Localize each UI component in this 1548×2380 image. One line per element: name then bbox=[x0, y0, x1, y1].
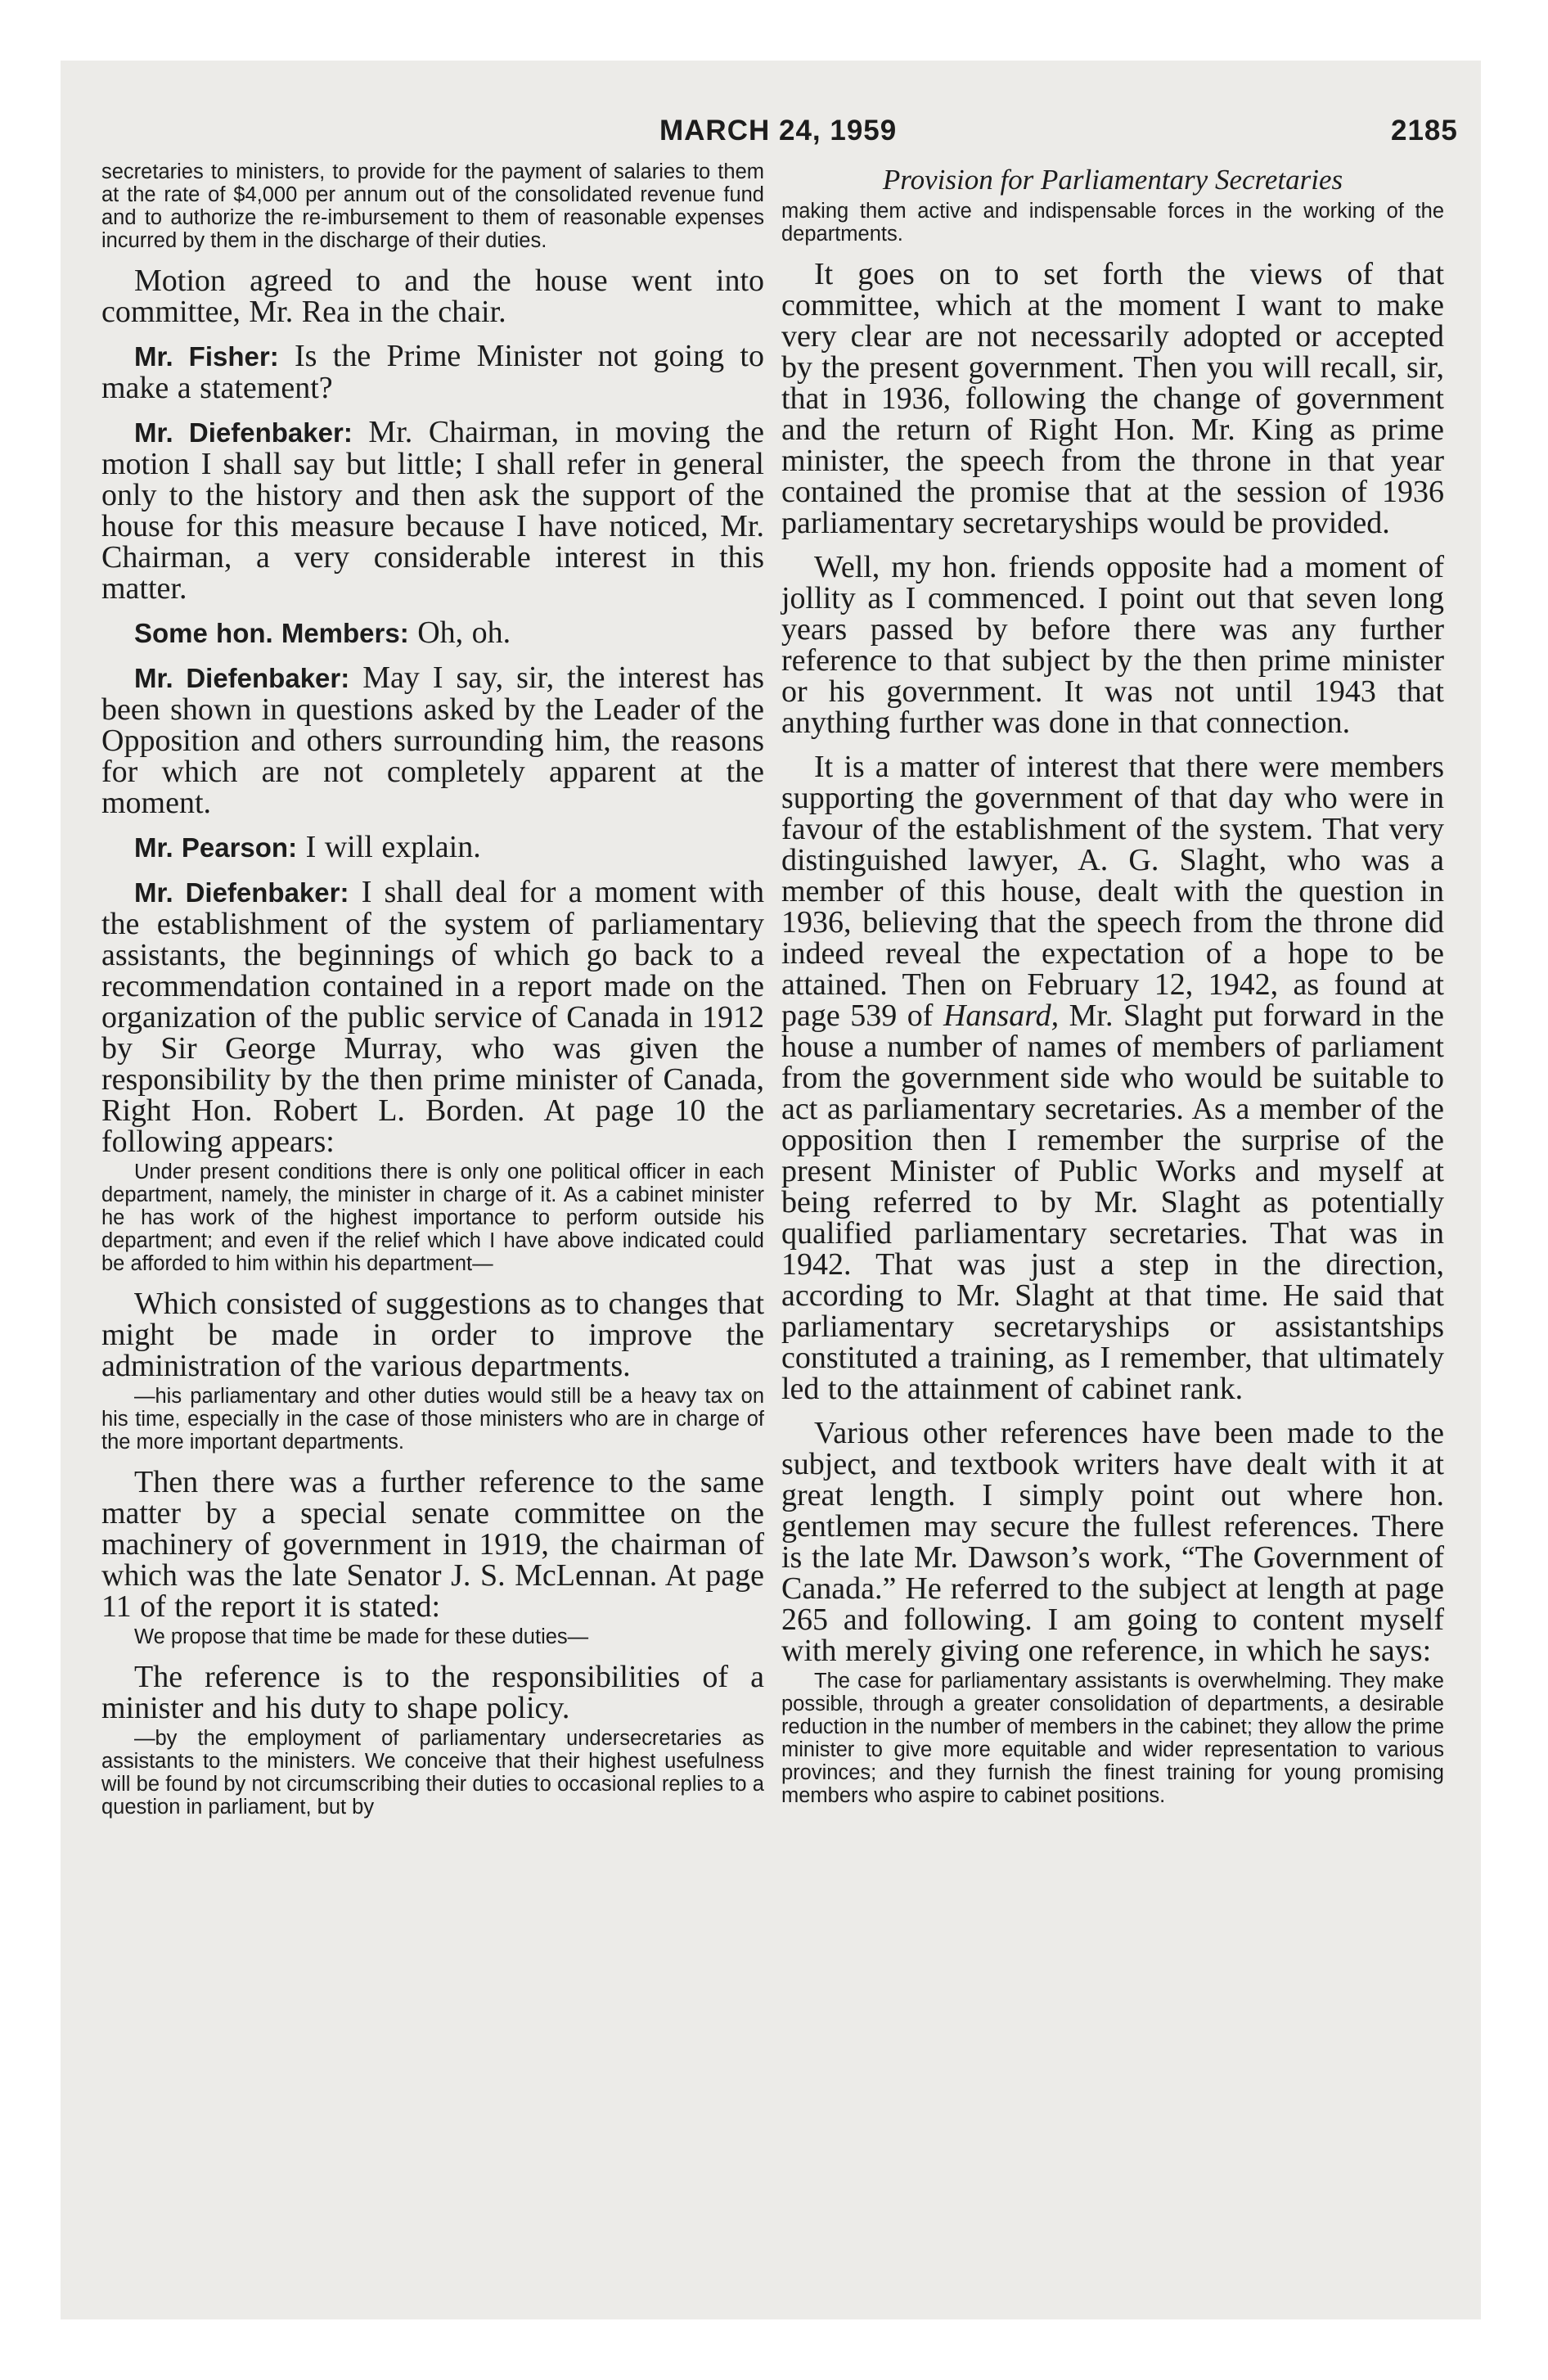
paragraph bbox=[101, 417, 764, 604]
block-quote: Under present conditions there is only one political officer in each department, namely, the minister in charge of it. As a cabinet minister he has work of the highest importance to perform outside his department; and even if the relief which I have above indicated could be afforded to him within his department— bbox=[101, 1161, 764, 1275]
left-column bbox=[101, 160, 764, 1832]
paragraph: The reference is to the responsibilities of a minister and his duty to shape policy. bbox=[101, 1660, 764, 1725]
speaker-name: Mr. Pearson: bbox=[134, 832, 298, 863]
paragraph: Well, my hon. friends opposite had a moment of jollity as I commenced. I point out that seven long years passed by before there was any further reference to that subject by the then prime minister or his government. It was not until 1943 that anything further was done in that connection. bbox=[781, 550, 1444, 740]
block-quote: —his parliamentary and other duties would still be a heavy tax on his time, especially in the case of those ministers who are in charge of the more important departments. bbox=[101, 1385, 764, 1454]
right-column bbox=[781, 164, 1444, 1820]
paragraph: Which consisted of suggestions as to changes that might be made in order to improve the administration of the various departments. bbox=[101, 1287, 764, 1383]
paragraph: Various other references have been made to the subject, and textbook writers have dealt with it at great length. I simply point out where hon. gentlemen may secure the fullest references. There is the late Mr. Dawson’s work, “The Government of Canada.” He referred to the subject at length at page 265 and following. I am going to content myself with merely giving one reference, in which he says: bbox=[781, 1416, 1444, 1668]
speaker-name: Mr. Diefenbaker: bbox=[134, 663, 350, 693]
paragraph: Motion agreed to and the house went into committee, Mr. Rea in the chair. bbox=[101, 264, 764, 329]
paragraph-text: It is a matter of interest that there were members supporting the government of that day who were in favour of the establishment of the system. That very distinguished lawyer, A. G. Slaght, who was a member of this house, dealt with the question in 1936, believing that the speech from the throne did indeed reveal the expectation of a hope to be attained. Then on February 12, 1942, as found at page 539 of bbox=[781, 750, 1444, 1033]
page-date: MARCH 24, 1959 bbox=[659, 115, 898, 146]
speech-text: Mr. Chairman, in moving the motion I shall say but little; I shall refer in general only to the history and then ask the support of the house for this measure because I have noticed, Mr. Chairman, a very considerable interest in this matter. bbox=[101, 415, 764, 606]
block-quote: —by the employment of parliamentary undersecretaries as assistants to the ministers. We conceive that their highest usefulness will be found by not circumscribing their duties to occasional replies to a question in parliament, but by bbox=[101, 1727, 764, 1819]
block-quote: The case for parliamentary assistants is overwhelming. They make possible, through a greater consolidation of departments, a desirable reduction in the number of members in the cabinet; they allow the prime minister to give more equitable and wider representation to various provinces; and they furnish the finest training for young promising members who aspire to cabinet positions. bbox=[781, 1670, 1444, 1807]
paragraph: Then there was a further reference to the same matter by a special senate committee on the machinery of government in 1919, the chairman of which was the late Senator J. S. McLennan. At page 11 of the report it is stated: bbox=[101, 1465, 764, 1624]
block-quote: making them active and indispensable forces in the working of the departments. bbox=[781, 200, 1444, 246]
speech-text: Oh, oh. bbox=[408, 615, 511, 650]
paragraph bbox=[101, 662, 764, 818]
speech-text: I will explain. bbox=[297, 830, 481, 864]
speaker-name: Mr. Diefenbaker: bbox=[134, 417, 353, 448]
speech-text: May I say, sir, the interest has been shown in questions asked by the Leader of the Opposition and others surrounding him, the reasons for which are not completely apparent at the moment. bbox=[101, 660, 764, 820]
speaker-name: Mr. Fisher: bbox=[134, 341, 279, 372]
paragraph-text: Mr. Slaght put forward in the house a number of names of members of parliament from the government side who would be suitable to act as parliamentary secretaries. As a member of the opposition then I remember the surprise of the present Minister of Public Works and myself at being referred to by Mr. Slaght as potentially qualified parliamentary secretaries. That was in 1942. That was just a step in the direction, according to Mr. Slaght at that time. He said that parliamentary secretaryships or assistantships constituted a training, as I remember, that ultimately led to the attainment of cabinet rank. bbox=[781, 998, 1444, 1406]
running-title: Provision for Parliamentary Secretaries bbox=[882, 164, 1343, 196]
paragraph bbox=[101, 617, 764, 649]
paragraph bbox=[781, 751, 1444, 1404]
paragraph: secretaries to ministers, to provide for the payment of salaries to them at the rate of $4,000 per annum out of the consolidated revenue fund and to authorize the re-imbursement to them of reasonable expenses incurred by them in the discharge of their duties. bbox=[101, 160, 764, 252]
speaker-name: Some hon. Members: bbox=[134, 618, 409, 648]
paragraph bbox=[101, 832, 764, 863]
speech-text: Is the Prime Minister not going to make a statement? bbox=[101, 339, 764, 405]
speech-text: I shall deal for a moment with the establishment of the system of parliamentary assistants, the beginnings of which go back to a recommendation contained in a report made on the organization of the public service of Canada in 1912 by Sir George Murray, who was given the responsibility by the then prime minister of Canada, Right Hon. Robert L. Borden. At page 10 the following appears: bbox=[101, 875, 764, 1159]
paragraph bbox=[101, 877, 764, 1157]
publication-title: Hansard, bbox=[943, 998, 1060, 1033]
paragraph: It goes on to set forth the views of that committee, which at the moment I want to make very clear are not necessarily adopted or accepted by the present government. Then you will recall, sir, that in 1936, following the change of government and the return of Right Hon. Mr. King as prime minister, the speech from the throne in that year contained the promise that at the session of 1936 parliamentary secretaryships would be provided. bbox=[781, 257, 1444, 540]
page-number: 2185 bbox=[1391, 115, 1458, 146]
paragraph bbox=[101, 340, 764, 403]
speaker-name: Mr. Diefenbaker: bbox=[134, 877, 349, 908]
block-quote: We propose that time be made for these duties— bbox=[134, 1625, 589, 1648]
